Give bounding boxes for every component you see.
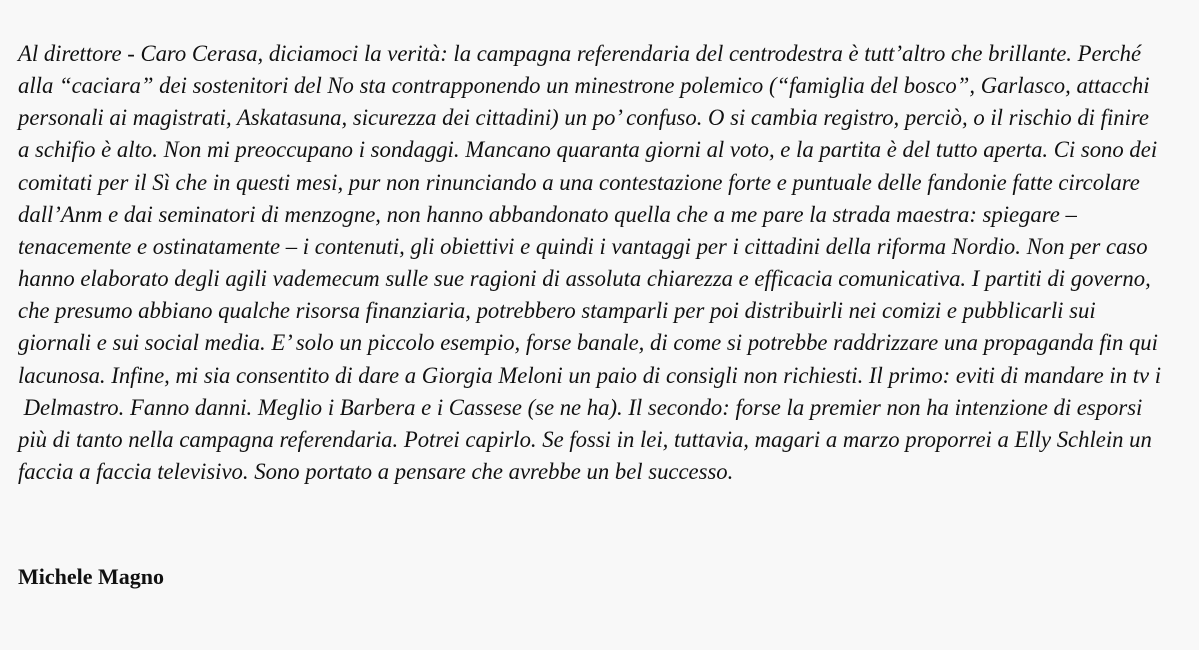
letter-line: Al direttore - Caro Cerasa, diciamoci la verità: la campagna referendaria del centrodestra è tutt’altro che brillante. Perché	[18, 41, 1142, 66]
letter-line: personali ai magistrati, Askatasuna, sicurezza dei cittadini) un po’ confuso. O si cambia registro, perciò, o il rischio di finire	[18, 105, 1149, 131]
author-signature: Michele Magno	[18, 564, 165, 589]
letter-body	[18, 38, 1199, 488]
letter-line: alla “caciara” dei sostenitori del No sta contrapponendo un minestrone polemico (“famiglia del bosco”, Garlasco, attacchi	[18, 73, 1150, 99]
letter-line: hanno elaborato degli agili vademecum sulle sue ragioni di assoluta chiarezza e efficacia comunicativa. I partiti di governo,	[18, 266, 1151, 292]
letter-line: faccia a faccia televisivo. Sono portato a pensare che avrebbe un bel successo.	[18, 459, 734, 485]
letter-line: che presumo abbiano qualche risorsa finanziaria, potrebbero stamparli per poi distribuirli nei comizi e pubblicarli sui	[18, 298, 1096, 324]
letter-line: giornali e sui social media. E’ solo un piccolo esempio, forse banale, di come si potrebbe raddrizzare una propaganda fin qui	[18, 330, 1158, 356]
letter-line: lacunosa. Infine, mi sia consentito di dare a Giorgia Meloni un paio di consigli non richiesti. Il primo: eviti di mandare in tv i	[18, 362, 1162, 388]
letter-line: comitati per il Sì che in questi mesi, pur non rinunciando a una contestazione forte e puntuale delle fandonie fatte circolare	[18, 169, 1140, 195]
letter-line: Delmastro. Fanno danni. Meglio i Barbera e i Cassese (se ne ha). Il secondo: forse la premier non ha intenzione di esporsi	[18, 394, 1143, 420]
letter-line: dall’Anm e dai seminatori di menzogne, non hanno abbandonato quella che a me pare la strada maestra: spiegare –	[18, 201, 1077, 227]
letter-line: tenacemente e ostinatamente – i contenuti, gli obiettivi e quindi i vantaggi per i cittadini della riforma Nordio. Non per caso	[18, 233, 1148, 259]
letter-line: a schifio è alto. Non mi preoccupano i sondaggi. Mancano quaranta giorni al voto, e la partita è del tutto aperta. Ci sono dei	[18, 137, 1158, 163]
letter-line: più di tanto nella campagna referendaria. Potrei capirlo. Se fossi in lei, tuttavia, magari a marzo proporrei a Elly Schlein un	[18, 426, 1152, 452]
